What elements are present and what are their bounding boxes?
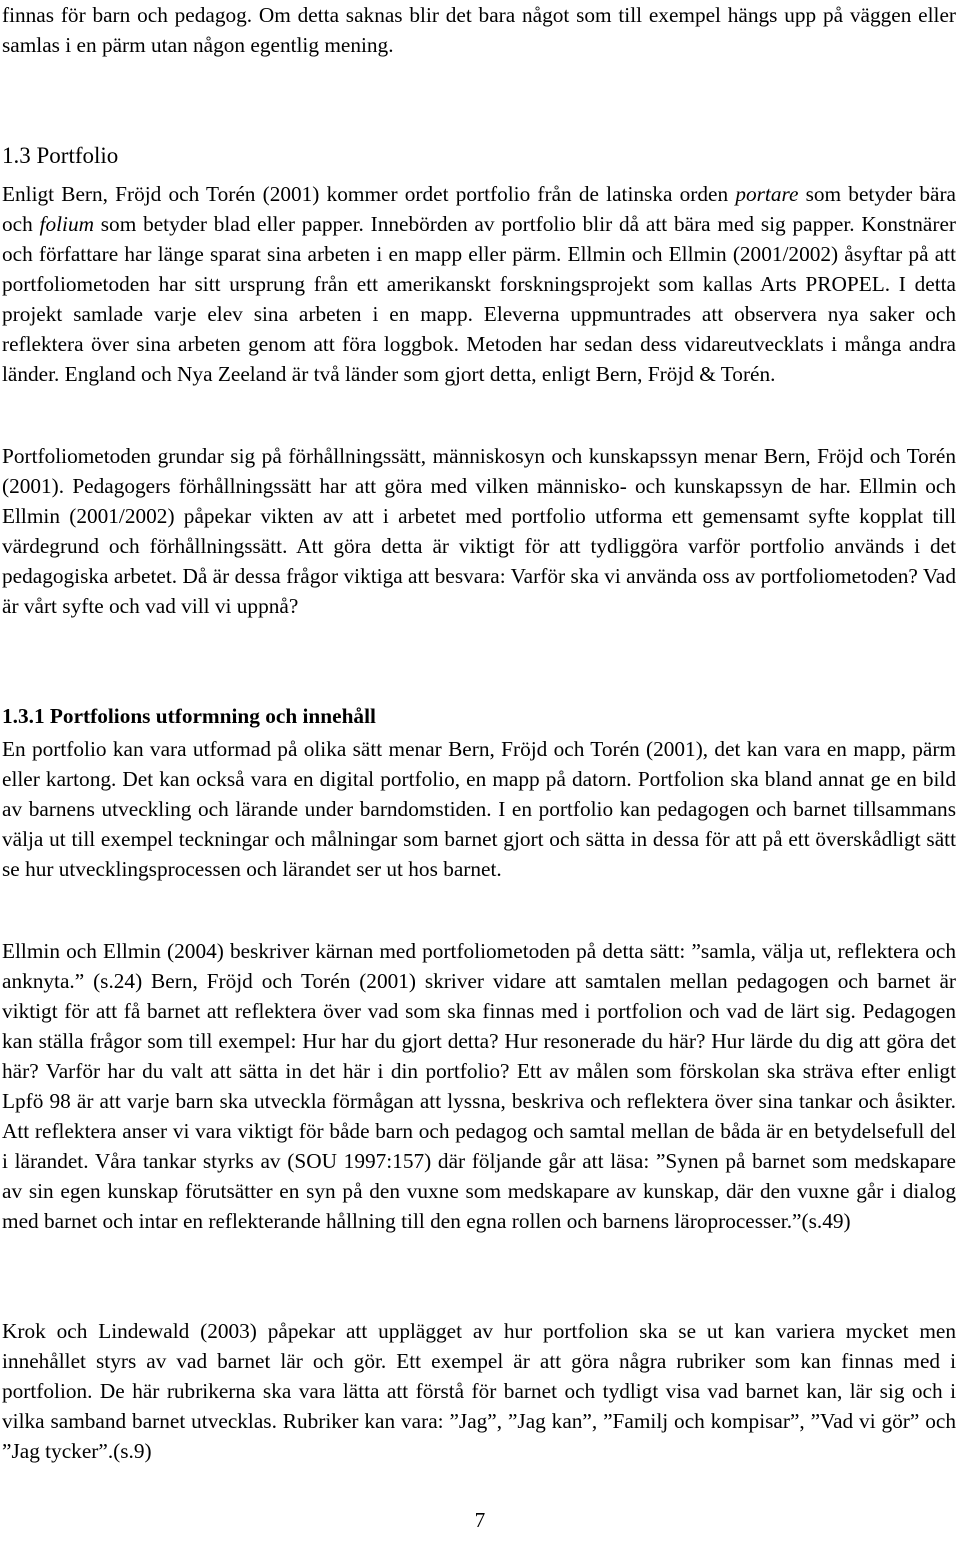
subsection-paragraph-3: Krok och Lindewald (2003) påpekar att upplägget av hur portfolion ska se ut kan variera mycket men innehållet styrs av vad barnet lär och gör. Ett exempel är att göra några rubriker som kan finnas med i portfolion. De här rubrikerna ska vara lätta att förstå för barnet och tydligt visa vad barnet kan, lär sig och i vilka samband barnet utvecklas. Rubriker kan vara: ”Jag”, ”Jag kan”, ”Familj och kompisar”, ”Vad vi gör” och ”Jag tycker”.(s.9) [2,1319,956,1463]
subsection-title: 1.3.1 Portfolions utformning och innehåll [2,704,376,728]
intro-paragraph: finnas för barn och pedagog. Om detta saknas blir det bara något som till exempel hängs upp på väggen eller samlas i en pärm utan någon egentlig mening. [2,3,956,57]
latin-term-portare: portare [735,182,799,206]
section-paragraph-1-part2: som betyder bära och [2,182,957,236]
section-paragraph-1-part3: som betyder blad eller papper. Innebörden av portfolio blir då att bära med sig papper. Konstnärer och författare har länge sparat sina arbeten i en mapp eller pärm. Ellmin och Ellmin (2001/2002) åsyftar på att portfoliometoden har sitt ursprung från ett amerikanskt forskningsprojekt som kallas Arts PROPEL. I detta projekt samlade varje elev sina arbeten i en mapp. Eleverna uppmuntrades att observera nya saker och reflektera över sina arbeten genom att föra loggbok. Metoden har sedan dess vidareutvecklats i många andra länder. England och Nya Zeeland är två länder som gjort detta, enligt Bern, Fröjd & Torén. [2,212,956,386]
section-paragraph-1 [2,179,956,389]
section-title: 1.3 Portfolio [2,143,119,168]
section-paragraph-2: Portfoliometoden grundar sig på förhållningssätt, människosyn och kunskapssyn menar Bern, Fröjd och Torén (2001). Pedagogers förhållningssätt har att göra med vilken människo- och kunskapssyn de har. Ellmin och Ellmin (2001/2002) påpekar vikten av att i arbetet med portfolio utforma ett gemensamt syfte kopplat till värdegrund och förhållningssätt. Att göra detta är viktigt för att tydliggöra varför portfolio används i det pedagogiska arbetet. Då är dessa frågor viktiga att besvara: Varför ska vi använda oss av portfoliometoden? Vad är vårt syfte och vad vill vi uppnå? [2,444,956,618]
page-number: 7 [474,1508,486,1532]
latin-term-folium: folium [39,212,94,236]
section-paragraph-1-part1: Enligt Bern, Fröjd och Torén (2001) kommer ordet portfolio från de latinska orden [2,182,736,206]
subsection-paragraph-1: En portfolio kan vara utformad på olika sätt menar Bern, Fröjd och Torén (2001), det kan vara en mapp, pärm eller kartong. Det kan också vara en digital portfolio, en mapp på datorn. Portfolion ska bland annat ge en bild av barnens utveckling och lärande under barndomstiden. I en portfolio kan pedagogen och barnet tillsammans välja ut till exempel teckningar och målningar som barnet gjort och sätta in dessa för att på ett överskådligt sätt se hur utvecklingsprocessen och lärandet ser ut hos barnet. [2,737,956,881]
subsection-paragraph-2: Ellmin och Ellmin (2004) beskriver kärnan med portfoliometoden på detta sätt: ”samla, välja ut, reflektera och anknyta.” (s.24) Bern, Fröjd och Torén (2001) skriver vidare att samtalen mellan pedagogen och barnet är viktigt för att få barnet att reflektera över vad som ska finnas med i portfolion och vad de lärt sig. Pedagogen kan ställa frågor som till exempel: Hur har du gjort detta? Hur resonerade du här? Hur lärde du dig att göra det här? Varför har du valt att sätta in det här i din portfolio? Ett av målen som förskolan ska sträva efter enligt Lpfö 98 är att varje barn ska utveckla förmågan att lyssna, beskriva och reflektera över sina tankar och åsikter. Att reflektera anser vi vara viktigt för både barn och pedagog och samtal mellan de båda är en betydelsefull del i lärandet. Våra tankar styrks av (SOU 1997:157) där följande går att läsa: ”Synen på barnet som medskapare av sin egen kunskap förutsätter en syn på den vuxne som medskapare av kunskap, där den vuxne går i dialog med barnet och intar en reflekterande hållning till den egna rollen och barnens läroprocesser.”(s.49) [2,939,956,1233]
